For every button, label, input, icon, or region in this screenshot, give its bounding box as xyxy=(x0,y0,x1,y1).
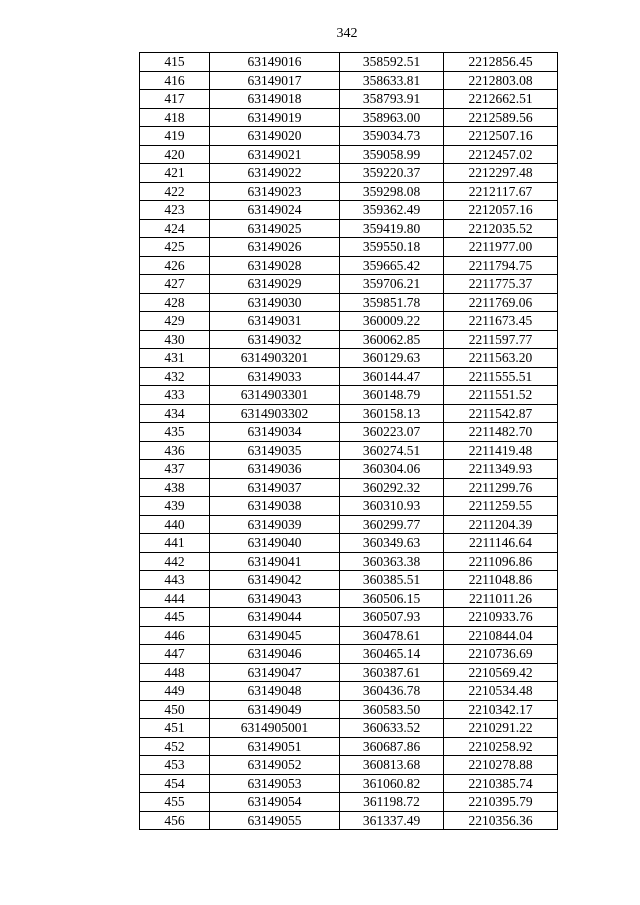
row-index-cell: 447 xyxy=(140,645,210,664)
row-index-cell: 425 xyxy=(140,238,210,257)
point-id-cell: 63149039 xyxy=(210,515,340,534)
y-coordinate-cell: 2211096.86 xyxy=(444,552,558,571)
y-coordinate-cell: 2211563.20 xyxy=(444,349,558,368)
y-coordinate-cell: 2211597.77 xyxy=(444,330,558,349)
point-id-cell: 63149045 xyxy=(210,626,340,645)
y-coordinate-cell: 2211204.39 xyxy=(444,515,558,534)
table-row xyxy=(140,774,558,793)
row-index-cell: 421 xyxy=(140,164,210,183)
point-id-cell: 63149017 xyxy=(210,71,340,90)
row-index-cell: 453 xyxy=(140,756,210,775)
y-coordinate-cell: 2212057.16 xyxy=(444,201,558,220)
point-id-cell: 63149026 xyxy=(210,238,340,257)
y-coordinate-cell: 2211482.70 xyxy=(444,423,558,442)
point-id-cell: 63149051 xyxy=(210,737,340,756)
point-id-cell: 63149031 xyxy=(210,312,340,331)
x-coordinate-cell: 361198.72 xyxy=(340,793,444,812)
table-row xyxy=(140,219,558,238)
row-index-cell: 431 xyxy=(140,349,210,368)
y-coordinate-cell: 2210385.74 xyxy=(444,774,558,793)
table-row xyxy=(140,460,558,479)
row-index-cell: 448 xyxy=(140,663,210,682)
table-row xyxy=(140,552,558,571)
point-id-cell: 63149040 xyxy=(210,534,340,553)
x-coordinate-cell: 360507.93 xyxy=(340,608,444,627)
point-id-cell: 63149028 xyxy=(210,256,340,275)
row-index-cell: 441 xyxy=(140,534,210,553)
x-coordinate-cell: 359550.18 xyxy=(340,238,444,257)
row-index-cell: 436 xyxy=(140,441,210,460)
y-coordinate-cell: 2212589.56 xyxy=(444,108,558,127)
x-coordinate-cell: 360349.63 xyxy=(340,534,444,553)
y-coordinate-cell: 2211769.06 xyxy=(444,293,558,312)
y-coordinate-cell: 2212507.16 xyxy=(444,127,558,146)
table-row xyxy=(140,497,558,516)
y-coordinate-cell: 2210534.48 xyxy=(444,682,558,701)
x-coordinate-cell: 360062.85 xyxy=(340,330,444,349)
x-coordinate-cell: 360465.14 xyxy=(340,645,444,664)
x-coordinate-cell: 358592.51 xyxy=(340,53,444,72)
table-row xyxy=(140,645,558,664)
row-index-cell: 433 xyxy=(140,386,210,405)
y-coordinate-cell: 2211146.64 xyxy=(444,534,558,553)
row-index-cell: 422 xyxy=(140,182,210,201)
x-coordinate-cell: 360363.38 xyxy=(340,552,444,571)
table-row xyxy=(140,71,558,90)
y-coordinate-cell: 2211775.37 xyxy=(444,275,558,294)
row-index-cell: 426 xyxy=(140,256,210,275)
row-index-cell: 456 xyxy=(140,811,210,830)
row-index-cell: 450 xyxy=(140,700,210,719)
row-index-cell: 454 xyxy=(140,774,210,793)
y-coordinate-cell: 2211048.86 xyxy=(444,571,558,590)
point-id-cell: 63149024 xyxy=(210,201,340,220)
row-index-cell: 420 xyxy=(140,145,210,164)
coordinates-table xyxy=(139,52,558,830)
row-index-cell: 417 xyxy=(140,90,210,109)
table-row xyxy=(140,441,558,460)
x-coordinate-cell: 360633.52 xyxy=(340,719,444,738)
table-row xyxy=(140,53,558,72)
x-coordinate-cell: 360478.61 xyxy=(340,626,444,645)
point-id-cell: 63149054 xyxy=(210,793,340,812)
table-row xyxy=(140,515,558,534)
table-row xyxy=(140,312,558,331)
table-row xyxy=(140,571,558,590)
row-index-cell: 438 xyxy=(140,478,210,497)
y-coordinate-cell: 2211011.26 xyxy=(444,589,558,608)
y-coordinate-cell: 2211977.00 xyxy=(444,238,558,257)
y-coordinate-cell: 2212117.67 xyxy=(444,182,558,201)
point-id-cell: 63149046 xyxy=(210,645,340,664)
page-number: 342 xyxy=(336,26,358,41)
point-id-cell: 63149033 xyxy=(210,367,340,386)
y-coordinate-cell: 2211542.87 xyxy=(444,404,558,423)
point-id-cell: 63149047 xyxy=(210,663,340,682)
row-index-cell: 429 xyxy=(140,312,210,331)
point-id-cell: 63149021 xyxy=(210,145,340,164)
table-row xyxy=(140,608,558,627)
point-id-cell: 6314903302 xyxy=(210,404,340,423)
x-coordinate-cell: 360009.22 xyxy=(340,312,444,331)
row-index-cell: 443 xyxy=(140,571,210,590)
y-coordinate-cell: 2211555.51 xyxy=(444,367,558,386)
table-row xyxy=(140,793,558,812)
table-row xyxy=(140,127,558,146)
x-coordinate-cell: 360158.13 xyxy=(340,404,444,423)
row-index-cell: 435 xyxy=(140,423,210,442)
x-coordinate-cell: 359851.78 xyxy=(340,293,444,312)
table-row xyxy=(140,682,558,701)
y-coordinate-cell: 2211419.48 xyxy=(444,441,558,460)
x-coordinate-cell: 360687.86 xyxy=(340,737,444,756)
table-row xyxy=(140,275,558,294)
x-coordinate-cell: 359419.80 xyxy=(340,219,444,238)
table-row xyxy=(140,719,558,738)
x-coordinate-cell: 359034.73 xyxy=(340,127,444,146)
point-id-cell: 63149030 xyxy=(210,293,340,312)
x-coordinate-cell: 360310.93 xyxy=(340,497,444,516)
x-coordinate-cell: 360274.51 xyxy=(340,441,444,460)
row-index-cell: 446 xyxy=(140,626,210,645)
point-id-cell: 63149036 xyxy=(210,460,340,479)
x-coordinate-cell: 360304.06 xyxy=(340,460,444,479)
point-id-cell: 63149048 xyxy=(210,682,340,701)
point-id-cell: 63149016 xyxy=(210,53,340,72)
y-coordinate-cell: 2210736.69 xyxy=(444,645,558,664)
point-id-cell: 63149020 xyxy=(210,127,340,146)
point-id-cell: 63149038 xyxy=(210,497,340,516)
table-row xyxy=(140,737,558,756)
point-id-cell: 63149055 xyxy=(210,811,340,830)
table-row xyxy=(140,700,558,719)
table-row xyxy=(140,238,558,257)
point-id-cell: 63149035 xyxy=(210,441,340,460)
y-coordinate-cell: 2211551.52 xyxy=(444,386,558,405)
y-coordinate-cell: 2210291.22 xyxy=(444,719,558,738)
y-coordinate-cell: 2210278.88 xyxy=(444,756,558,775)
table-row xyxy=(140,256,558,275)
table-row xyxy=(140,349,558,368)
row-index-cell: 415 xyxy=(140,53,210,72)
table-row xyxy=(140,589,558,608)
row-index-cell: 437 xyxy=(140,460,210,479)
table-row xyxy=(140,811,558,830)
point-id-cell: 63149042 xyxy=(210,571,340,590)
x-coordinate-cell: 360292.32 xyxy=(340,478,444,497)
x-coordinate-cell: 359220.37 xyxy=(340,164,444,183)
y-coordinate-cell: 2212035.52 xyxy=(444,219,558,238)
x-coordinate-cell: 360436.78 xyxy=(340,682,444,701)
point-id-cell: 63149049 xyxy=(210,700,340,719)
point-id-cell: 63149052 xyxy=(210,756,340,775)
x-coordinate-cell: 358963.00 xyxy=(340,108,444,127)
row-index-cell: 434 xyxy=(140,404,210,423)
table-row xyxy=(140,367,558,386)
y-coordinate-cell: 2210844.04 xyxy=(444,626,558,645)
row-index-cell: 432 xyxy=(140,367,210,386)
table-row xyxy=(140,330,558,349)
x-coordinate-cell: 359362.49 xyxy=(340,201,444,220)
x-coordinate-cell: 360813.68 xyxy=(340,756,444,775)
table-row xyxy=(140,201,558,220)
point-id-cell: 63149022 xyxy=(210,164,340,183)
y-coordinate-cell: 2210356.36 xyxy=(444,811,558,830)
x-coordinate-cell: 361060.82 xyxy=(340,774,444,793)
point-id-cell: 63149044 xyxy=(210,608,340,627)
table-row xyxy=(140,404,558,423)
x-coordinate-cell: 360129.63 xyxy=(340,349,444,368)
point-id-cell: 63149032 xyxy=(210,330,340,349)
y-coordinate-cell: 2210395.79 xyxy=(444,793,558,812)
row-index-cell: 416 xyxy=(140,71,210,90)
table-row xyxy=(140,756,558,775)
x-coordinate-cell: 358633.81 xyxy=(340,71,444,90)
point-id-cell: 63149018 xyxy=(210,90,340,109)
table-row xyxy=(140,423,558,442)
x-coordinate-cell: 360148.79 xyxy=(340,386,444,405)
point-id-cell: 63149043 xyxy=(210,589,340,608)
x-coordinate-cell: 360385.51 xyxy=(340,571,444,590)
y-coordinate-cell: 2211299.76 xyxy=(444,478,558,497)
y-coordinate-cell: 2211794.75 xyxy=(444,256,558,275)
point-id-cell: 63149034 xyxy=(210,423,340,442)
y-coordinate-cell: 2210258.92 xyxy=(444,737,558,756)
y-coordinate-cell: 2212856.45 xyxy=(444,53,558,72)
table-row xyxy=(140,182,558,201)
point-id-cell: 6314903201 xyxy=(210,349,340,368)
row-index-cell: 455 xyxy=(140,793,210,812)
row-index-cell: 445 xyxy=(140,608,210,627)
y-coordinate-cell: 2211673.45 xyxy=(444,312,558,331)
row-index-cell: 449 xyxy=(140,682,210,701)
row-index-cell: 427 xyxy=(140,275,210,294)
point-id-cell: 63149037 xyxy=(210,478,340,497)
y-coordinate-cell: 2210933.76 xyxy=(444,608,558,627)
table-row xyxy=(140,164,558,183)
row-index-cell: 440 xyxy=(140,515,210,534)
row-index-cell: 424 xyxy=(140,219,210,238)
row-index-cell: 439 xyxy=(140,497,210,516)
row-index-cell: 418 xyxy=(140,108,210,127)
point-id-cell: 63149029 xyxy=(210,275,340,294)
y-coordinate-cell: 2210342.17 xyxy=(444,700,558,719)
y-coordinate-cell: 2210569.42 xyxy=(444,663,558,682)
row-index-cell: 430 xyxy=(140,330,210,349)
table-row xyxy=(140,534,558,553)
row-index-cell: 419 xyxy=(140,127,210,146)
x-coordinate-cell: 360144.47 xyxy=(340,367,444,386)
x-coordinate-cell: 359298.08 xyxy=(340,182,444,201)
y-coordinate-cell: 2212457.02 xyxy=(444,145,558,164)
x-coordinate-cell: 359665.42 xyxy=(340,256,444,275)
y-coordinate-cell: 2212803.08 xyxy=(444,71,558,90)
y-coordinate-cell: 2211259.55 xyxy=(444,497,558,516)
x-coordinate-cell: 360506.15 xyxy=(340,589,444,608)
y-coordinate-cell: 2212662.51 xyxy=(444,90,558,109)
table-row xyxy=(140,145,558,164)
table-row xyxy=(140,293,558,312)
table-row xyxy=(140,663,558,682)
table-row xyxy=(140,626,558,645)
row-index-cell: 444 xyxy=(140,589,210,608)
x-coordinate-cell: 360583.50 xyxy=(340,700,444,719)
coordinates-table-body xyxy=(140,53,558,830)
point-id-cell: 63149053 xyxy=(210,774,340,793)
row-index-cell: 423 xyxy=(140,201,210,220)
table-row xyxy=(140,90,558,109)
x-coordinate-cell: 361337.49 xyxy=(340,811,444,830)
y-coordinate-cell: 2212297.48 xyxy=(444,164,558,183)
x-coordinate-cell: 359058.99 xyxy=(340,145,444,164)
point-id-cell: 63149023 xyxy=(210,182,340,201)
x-coordinate-cell: 359706.21 xyxy=(340,275,444,294)
point-id-cell: 6314903301 xyxy=(210,386,340,405)
row-index-cell: 428 xyxy=(140,293,210,312)
x-coordinate-cell: 360223.07 xyxy=(340,423,444,442)
table-row xyxy=(140,478,558,497)
row-index-cell: 452 xyxy=(140,737,210,756)
x-coordinate-cell: 360299.77 xyxy=(340,515,444,534)
table-row xyxy=(140,386,558,405)
point-id-cell: 6314905001 xyxy=(210,719,340,738)
point-id-cell: 63149019 xyxy=(210,108,340,127)
table-row xyxy=(140,108,558,127)
y-coordinate-cell: 2211349.93 xyxy=(444,460,558,479)
x-coordinate-cell: 360387.61 xyxy=(340,663,444,682)
row-index-cell: 451 xyxy=(140,719,210,738)
point-id-cell: 63149025 xyxy=(210,219,340,238)
x-coordinate-cell: 358793.91 xyxy=(340,90,444,109)
point-id-cell: 63149041 xyxy=(210,552,340,571)
row-index-cell: 442 xyxy=(140,552,210,571)
